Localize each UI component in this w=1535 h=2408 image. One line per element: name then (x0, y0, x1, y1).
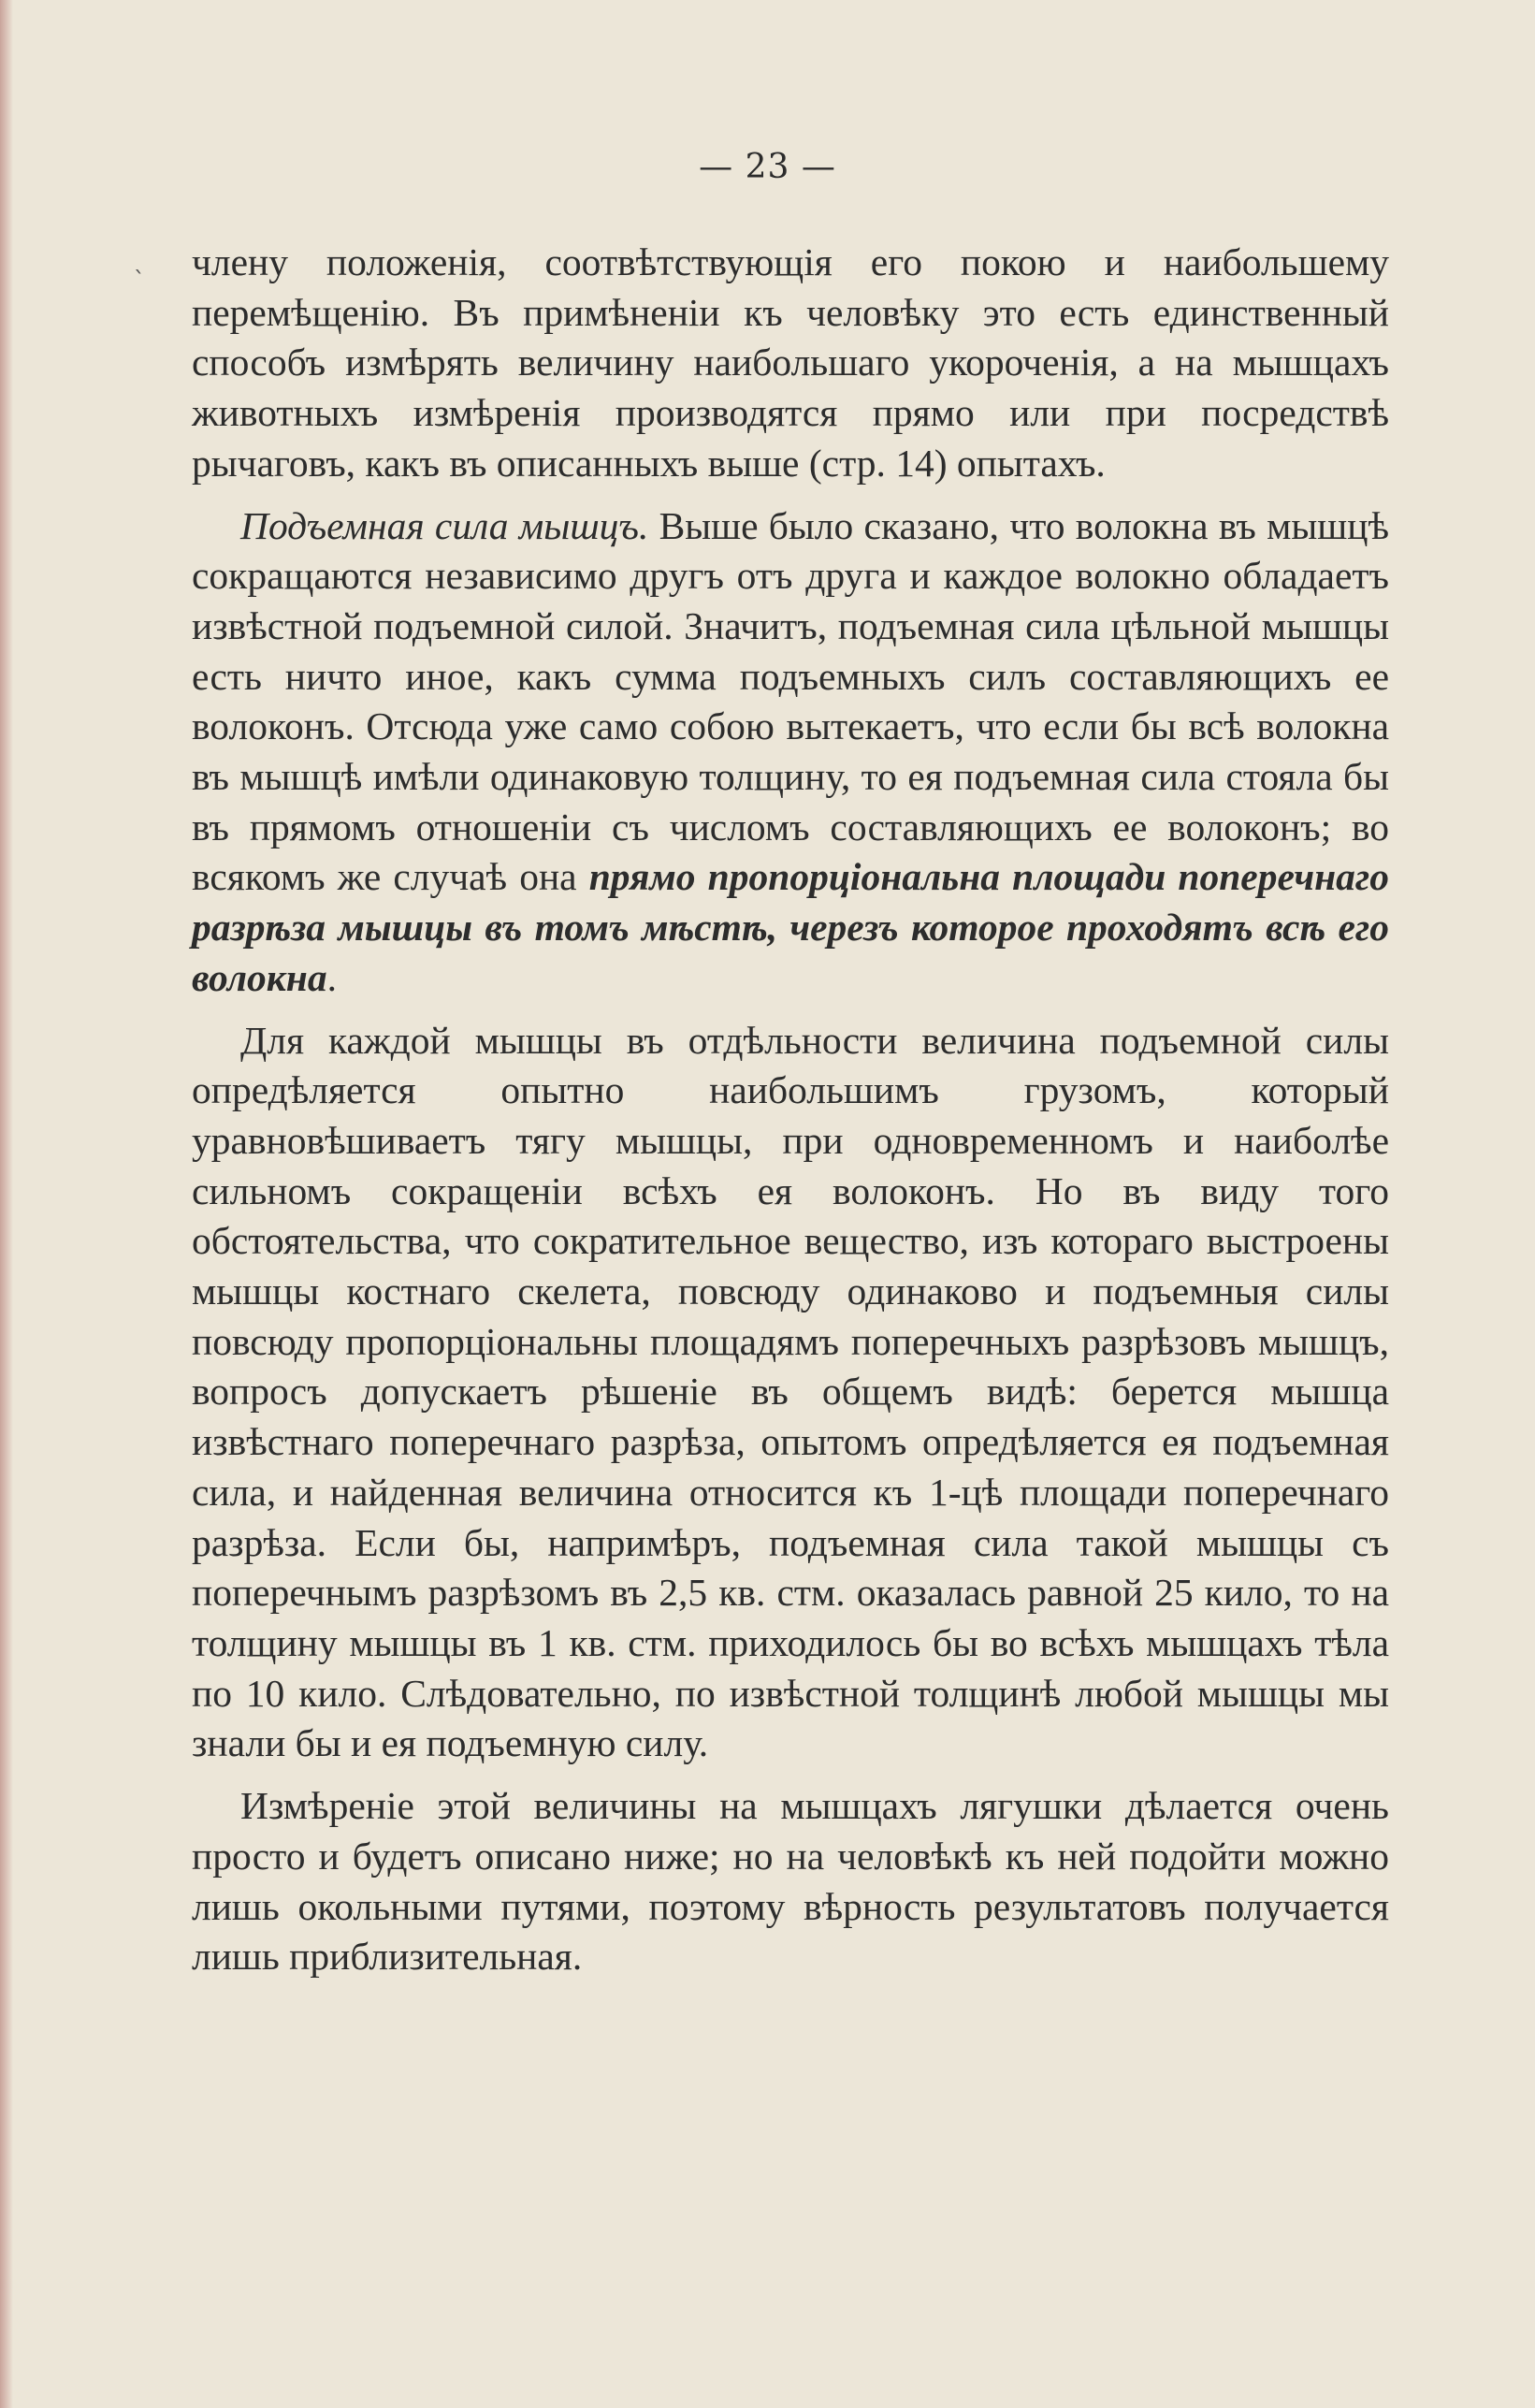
margin-mark: ˎ (134, 248, 145, 274)
body-text (192, 238, 1389, 1995)
section-run-in-heading: Подъемная сила мышцъ. (240, 503, 649, 547)
paragraph-3: Для каждой мышцы въ отдѣльности величина подъемной силы опредѣляется опытно наибольшимъ грузомъ, который уравновѣшиваетъ тягу мышцы, при одновременномъ и наиболѣе сильномъ сокращеніи всѣхъ ея волоконъ. Но въ виду того обстоятельства, что сократительное вещество, изъ котораго выстроены мышцы костнаго скелета, повсюду одинаково и подъемныя силы повсюду пропорціональны площадямъ поперечныхъ разрѣзовъ мышцъ, вопросъ допускаетъ рѣшеніе въ общемъ видѣ: берется мышца извѣстнаго поперечнаго разрѣза, опытомъ опредѣляется ея подъемная сила, и найденная величина относится къ 1-цѣ площади поперечнаго разрѣза. Если бы, напримѣръ, подъемная сила такой мышцы съ поперечнымъ разрѣзомъ въ 2,5 кв. стм. оказалась равной 25 кило, то на толщину мышцы въ 1 кв. стм. приходилось бы во всѣхъ мышцахъ тѣла по 10 кило. Слѣдовательно, по извѣстной толщинѣ любой мышцы мы знали бы и ея подъемную силу. (192, 1018, 1389, 1765)
paragraph-2-emphasis: прямо пропорціональна площади поперечнаго разрѣза мышцы въ томъ мѣстѣ, черезъ которое проходятъ всѣ его волокна (192, 855, 1389, 999)
paragraph-1: члену положенія, соотвѣтствующія его покою и наибольшему перемѣщенію. Въ примѣненіи къ человѣку это есть единственный способъ измѣрять величину наибольшаго укороченія, а на мышцахъ животныхъ измѣренія производятся прямо или при посредствѣ рычаговъ, какъ въ описанныхъ выше (стр. 14) опытахъ. (192, 240, 1389, 485)
paragraph-2 (192, 501, 1389, 1004)
page-number: — 23 — (699, 148, 836, 186)
paragraph-2-text: Выше было сказано, что волокна въ мышцѣ сокращаются независимо другъ отъ друга и каждое волокно обладаетъ извѣстной подъемной силой. Значитъ, подъемная сила цѣльной мышцы есть ничто иное, какъ сумма подъемныхъ силъ составляющихъ ее волоконъ. Отсюда уже само собою вытекаетъ, что если бы всѣ волокна въ мышцѣ имѣли одинаковую толщину, то ея подъемная сила стояла бы въ прямомъ отношеніи съ числомъ составляющихъ ее волоконъ; во всякомъ же случаѣ она (192, 503, 1389, 899)
page-edge-shadow (0, 0, 13, 2408)
paragraph-4: Измѣреніе этой величины на мышцахъ лягушки дѣлается очень просто и будетъ описано ниже; но на человѣкѣ къ ней подойти можно лишь окольными путями, поэтому вѣрность результатовъ получается лишь приблизительная. (192, 1784, 1389, 1979)
paragraph-2-tail: . (326, 955, 337, 999)
